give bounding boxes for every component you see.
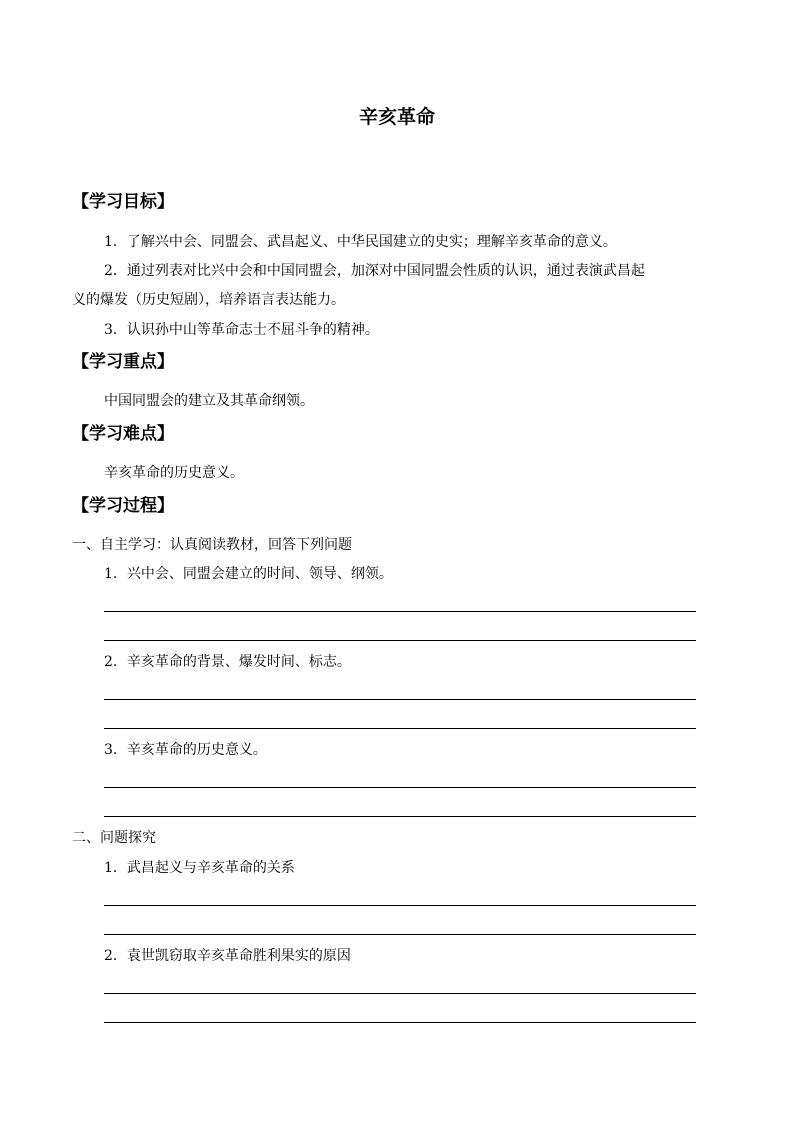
answer-line — [104, 787, 696, 788]
answer-line — [104, 905, 696, 906]
part2-label: 二、问题探究 — [72, 830, 156, 846]
answer-line — [104, 993, 696, 994]
section-heading-process: 【学习过程】 — [72, 496, 174, 516]
part1-question-3: 3．辛亥革命的历史意义。 — [104, 742, 267, 758]
part2-question-1: 1．武昌起义与辛亥革命的关系 — [104, 860, 295, 876]
part1-label: 一、自主学习：认真阅读教材，回答下列问题 — [72, 537, 352, 553]
difficulties-text: 辛亥革命的历史意义。 — [104, 465, 244, 481]
section-heading-key-points: 【学习重点】 — [72, 352, 174, 372]
page-title: 辛亥革命 — [358, 106, 435, 128]
part2-question-2: 2．袁世凯窃取辛亥革命胜利果实的原因 — [104, 948, 351, 964]
part1-question-2: 2．辛亥革命的背景、爆发时间、标志。 — [104, 654, 351, 670]
goal-item-2: 2．通过列表对比兴中会和中国同盟会，加深对中国同盟会性质的认识，通过表演武昌起 — [104, 263, 645, 279]
section-heading-goals: 【学习目标】 — [72, 192, 174, 212]
answer-line — [104, 699, 696, 700]
answer-line — [104, 728, 696, 729]
answer-line — [104, 816, 696, 817]
answer-line — [104, 934, 696, 935]
answer-line — [104, 640, 696, 641]
answer-line — [104, 1022, 696, 1023]
goal-item-2-continued: 义的爆发（历史短剧），培养语言表达能力。 — [72, 292, 345, 308]
part1-question-1: 1．兴中会、同盟会建立的时间、领导、纲领。 — [104, 566, 393, 582]
key-points-text: 中国同盟会的建立及其革命纲领。 — [104, 393, 314, 409]
goal-item-1: 1．了解兴中会、同盟会、武昌起义、中华民国建立的史实；理解辛亥革命的意义。 — [104, 234, 617, 250]
goal-item-3: 3．认识孙中山等革命志士不屈斗争的精神。 — [104, 322, 379, 338]
section-heading-difficulties: 【学习难点】 — [72, 424, 174, 444]
answer-line — [104, 611, 696, 612]
